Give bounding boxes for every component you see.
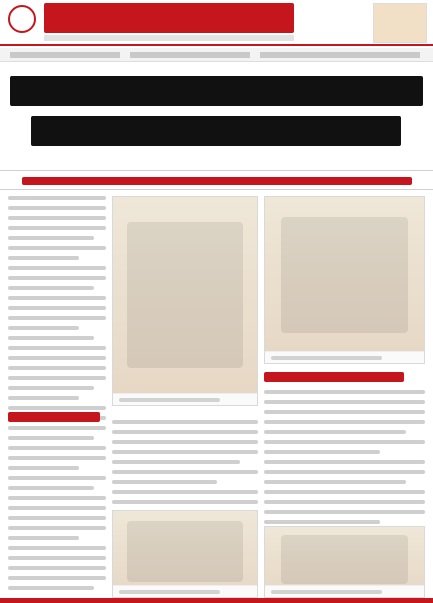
text-line: [8, 466, 79, 470]
headline-line-2: [31, 116, 401, 146]
text-line: [8, 556, 106, 560]
column-3-section-title: [264, 372, 404, 382]
text-line: [8, 306, 106, 310]
text-line: [8, 386, 94, 390]
subheadline-bar: [22, 177, 412, 185]
text-line: [112, 490, 258, 494]
text-line: [8, 236, 94, 240]
text-line: [112, 500, 258, 504]
article-body: [8, 196, 425, 598]
brand-logo: [44, 3, 294, 33]
column-1-text: [8, 196, 106, 596]
bottom-right-photo: [264, 526, 425, 598]
text-line: [264, 510, 425, 514]
text-line: [8, 406, 106, 410]
text-line: [8, 276, 106, 280]
right-top-photo-caption: [265, 351, 424, 363]
text-line: [264, 500, 425, 504]
bottom-left-photo: [112, 510, 258, 598]
column-1-section-title: [8, 412, 100, 422]
text-line: [8, 396, 79, 400]
text-line: [264, 470, 425, 474]
brand-subline: [44, 35, 294, 41]
text-line: [8, 496, 106, 500]
text-line: [112, 480, 217, 484]
text-line: [8, 316, 106, 320]
bottom-left-photo-caption: [113, 585, 257, 597]
text-line: [8, 586, 94, 590]
page-footer-bar: [0, 598, 433, 603]
text-line: [8, 246, 106, 250]
text-line: [8, 426, 106, 430]
text-line: [264, 490, 425, 494]
text-line: [8, 196, 106, 200]
text-line: [8, 576, 106, 580]
text-line: [112, 450, 258, 454]
text-line: [112, 430, 258, 434]
top-right-portrait: [373, 3, 427, 43]
text-line: [8, 446, 106, 450]
column-1: [8, 196, 106, 598]
text-line: [8, 456, 106, 460]
text-line: [112, 440, 258, 444]
text-line: [8, 286, 94, 290]
edition-strip: [0, 48, 433, 62]
text-line: [8, 226, 106, 230]
logo-badge: [8, 5, 36, 33]
subheadline: [0, 170, 433, 190]
masthead: [0, 0, 433, 46]
text-line: [112, 460, 240, 464]
main-photo: [112, 196, 258, 406]
headline: [0, 66, 433, 170]
text-line: [8, 326, 79, 330]
text-line: [8, 266, 106, 270]
text-line: [112, 470, 258, 474]
text-line: [8, 216, 106, 220]
text-line: [8, 356, 106, 360]
text-line: [8, 206, 106, 210]
text-line: [8, 486, 94, 490]
text-line: [8, 376, 106, 380]
text-line: [8, 336, 94, 340]
text-line: [8, 346, 106, 350]
main-photo-caption: [113, 393, 257, 405]
headline-line-1: [10, 76, 423, 106]
text-line: [8, 566, 106, 570]
text-line: [8, 526, 106, 530]
text-line: [264, 420, 425, 424]
text-line: [8, 256, 79, 260]
text-line: [8, 536, 79, 540]
column-3: [264, 196, 425, 598]
text-line: [264, 520, 380, 524]
text-line: [8, 296, 106, 300]
text-line: [264, 430, 406, 434]
text-line: [264, 410, 425, 414]
text-line: [8, 506, 106, 510]
text-line: [264, 440, 425, 444]
right-top-photo: [264, 196, 425, 364]
bottom-right-photo-caption: [265, 585, 424, 597]
text-line: [8, 366, 106, 370]
text-line: [264, 460, 425, 464]
text-line: [8, 436, 94, 440]
text-line: [264, 450, 380, 454]
column-2: [112, 196, 258, 598]
text-line: [8, 516, 106, 520]
text-line: [112, 420, 258, 424]
text-line: [8, 546, 106, 550]
text-line: [264, 400, 425, 404]
text-line: [8, 476, 106, 480]
text-line: [264, 480, 406, 484]
text-line: [264, 390, 425, 394]
column-2-text: [112, 420, 258, 520]
